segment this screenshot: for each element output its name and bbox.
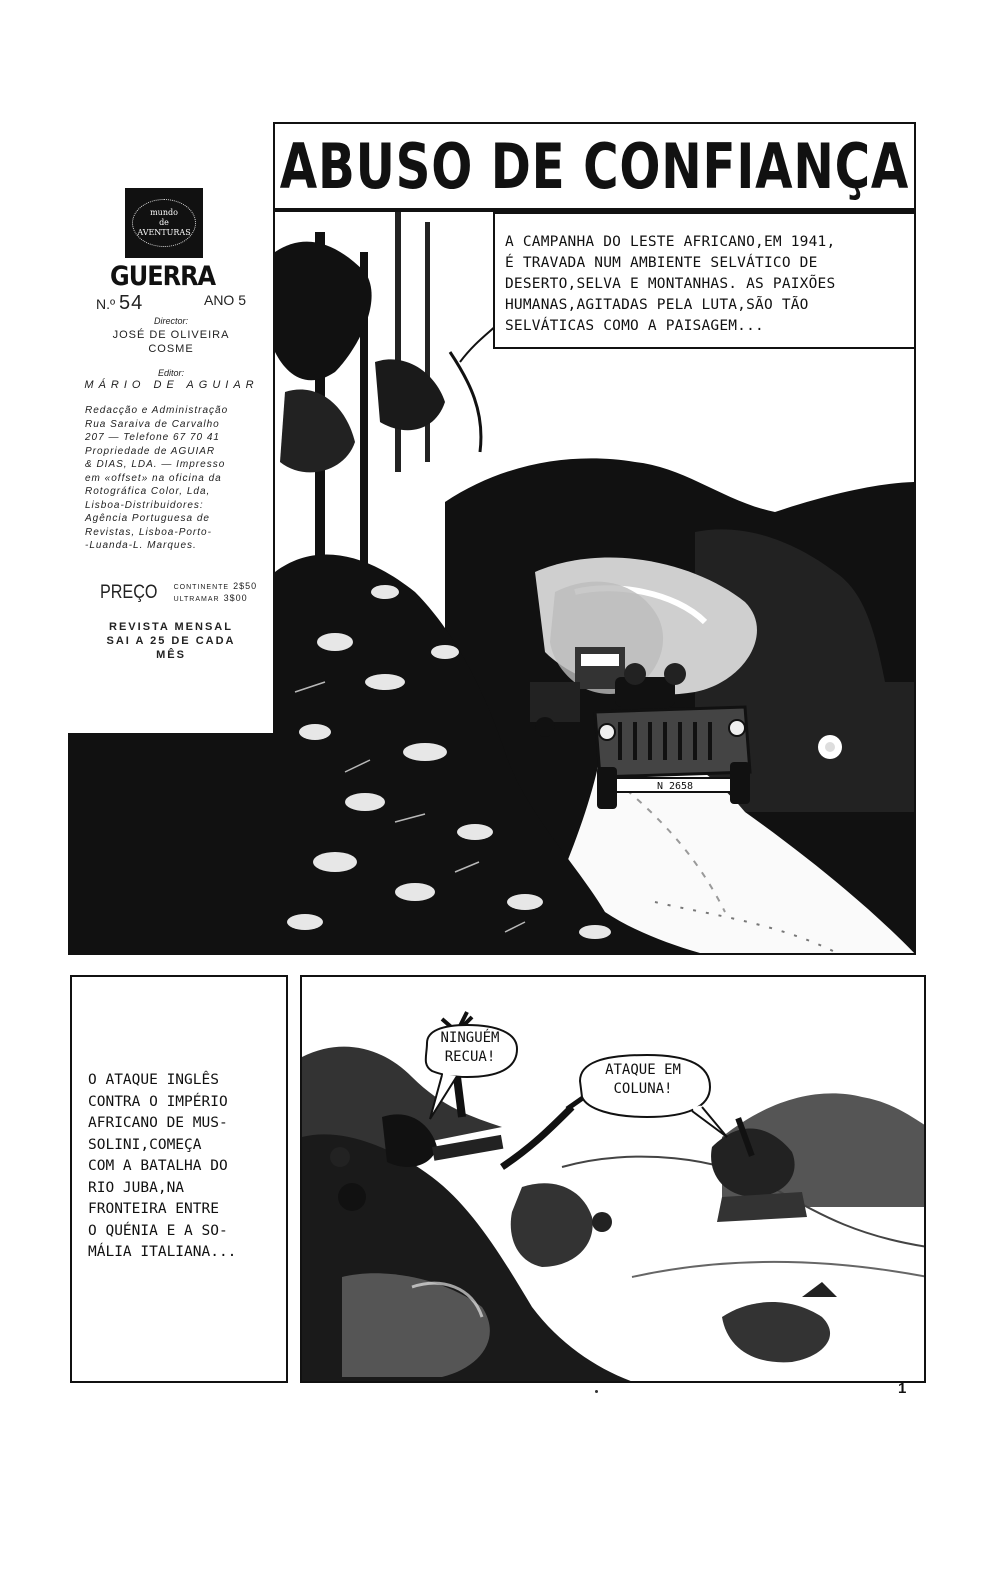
story-title-box xyxy=(273,122,916,210)
series-name: GUERRA xyxy=(110,260,216,292)
story-title: ABUSO DE CONFIANÇA xyxy=(279,129,910,203)
issue-label: N.º xyxy=(96,296,116,312)
price-overseas-label: ULTRAMAR xyxy=(173,596,220,603)
year-label: ANO 5 xyxy=(203,292,246,308)
page-number: 1 xyxy=(898,1380,907,1397)
director-name: JOSÉ DE OLIVEIRA COSME xyxy=(112,329,230,355)
issue-number: 54 xyxy=(119,292,144,314)
jeep-plate: N 2658 xyxy=(656,781,694,792)
logo-text-1: mundo xyxy=(150,208,178,217)
price-label: PREÇO xyxy=(100,582,158,603)
caption-box-intro: A CAMPANHA DO LESTE AFRICANO,EM 1941, É TRAVADA NUM AMBIENTE SELVÁTICO DE DESERTO,SELVA E MONTANHAS. AS PAIXÕES HUMANAS,AGITADAS PELA LUTA,SÃO TÃO SELVÁTICAS COMO A PAISAGEM... xyxy=(493,212,916,349)
issue-line xyxy=(96,292,246,315)
editor-label: Editor: xyxy=(157,368,184,378)
logo-text-3: AVENTURAS xyxy=(137,228,191,237)
panel-battle xyxy=(300,975,926,1383)
price-continent-label: CONTINENTE xyxy=(173,584,230,591)
bubble-2-text: ATAQUE EM COLUNA! xyxy=(605,1062,681,1097)
director-label: Director: xyxy=(153,316,188,326)
battle-illustration xyxy=(302,977,926,1383)
black-bar xyxy=(68,733,275,955)
logo-text-2: de xyxy=(159,218,169,227)
imprint-text: Redacção e Administração Rua Saraiva de Carvalho 207 — Telefone 67 70 41 Propriedade de AGUIAR & DIAS, LDA. — Impresso em «offset» na oficina da Rotográfica Color, Lda, Lisboa-Distribuidores: Agência Portuguesa de Revistas, Lisboa-Porto- -Luanda-L. Marques. xyxy=(85,405,229,551)
price-continent-value: 2$50 xyxy=(233,581,258,591)
bubble-1-text: NINGUÉM RECUA! xyxy=(440,1030,500,1065)
caption-attack-text: O ATAQUE INGLÊS CONTRA O IMPÉRIO AFRICANO DE MUS- SOLINI,COMEÇA COM A BATALHA DO RIO JUBA,NA FRONTEIRA ENTRE O QUÉNIA E A SO- MÁLIA ITALIANA... xyxy=(88,1072,237,1260)
price-overseas-value: 3$00 xyxy=(223,593,248,603)
editor-name: MÁRIO DE AGUIAR xyxy=(84,379,259,391)
print-speck xyxy=(595,1390,598,1393)
price-block xyxy=(100,581,258,605)
monthly-note: REVISTA MENSAL SAI A 25 DE CADA MÊS xyxy=(106,621,236,661)
publisher-logo xyxy=(125,188,203,258)
